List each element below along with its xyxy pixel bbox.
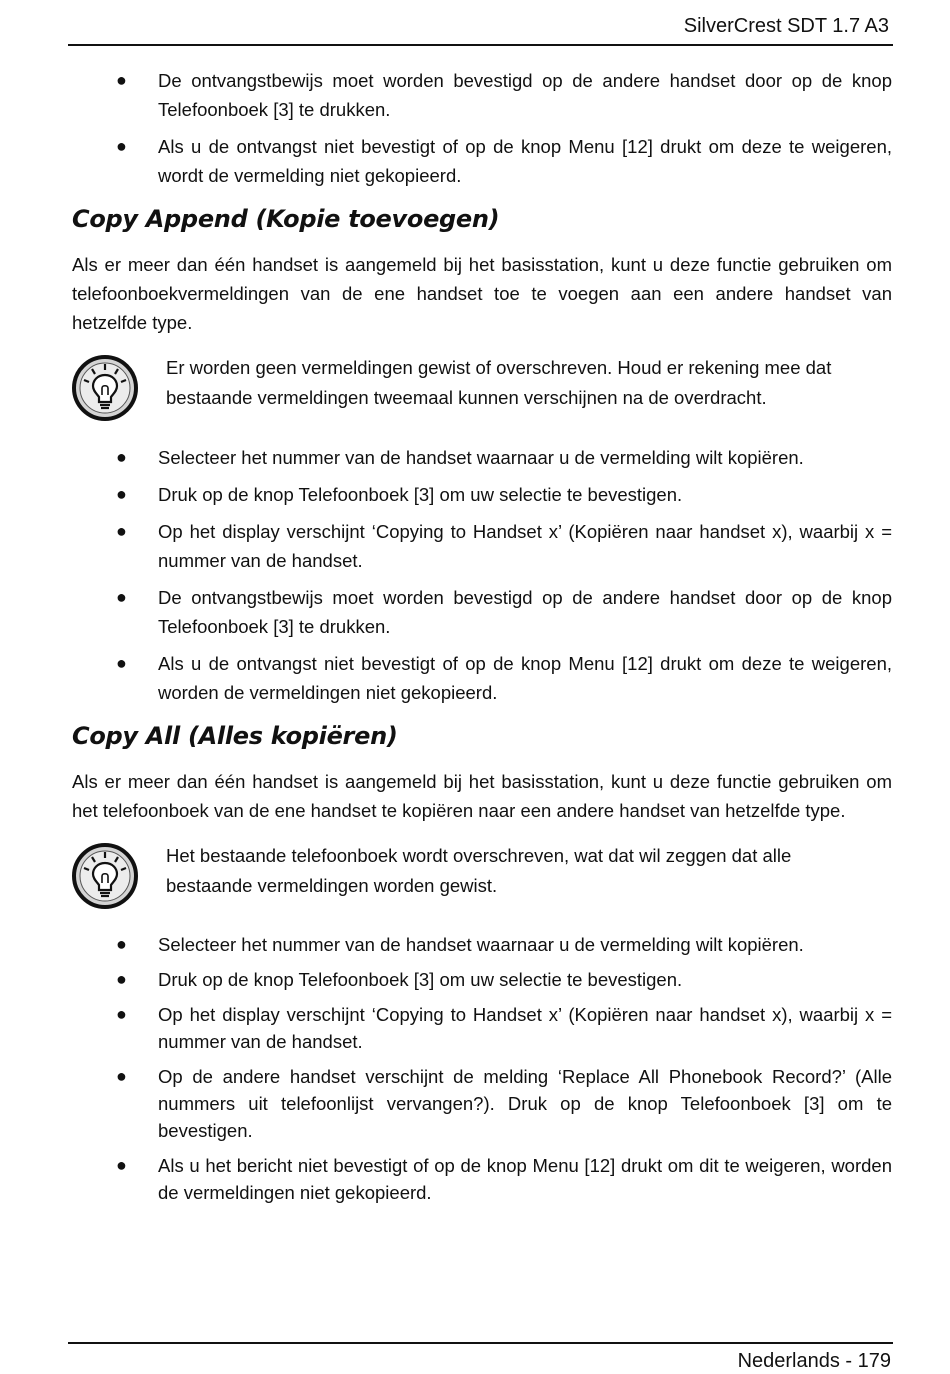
list-item [72,443,892,472]
list-item [72,649,892,707]
page-content [72,66,892,1214]
bullet-dot-icon: ● [116,934,127,954]
section-heading-copy-all: Copy All (Alles kopiëren) [72,722,398,750]
lightbulb-tip-icon [72,843,138,909]
list-item-text: Druk op de knop Telefoonboek [3] om uw selectie te bevestigen. [158,969,683,990]
bullet-dot-icon: ● [116,1004,127,1024]
intro-bullet-list [72,66,892,190]
list-item [72,583,892,641]
page-footer: Nederlands - 179 [737,1350,891,1372]
section-heading-copy-append: Copy Append (Kopie toevoegen) [72,205,500,233]
section-paragraph: Als er meer dan één handset is aangemeld bij het basisstation, kunt u deze functie gebruiken om telefoonboekvermeldingen van de ene handset toe te voegen aan een andere handset van hetzelfde type. [72,254,892,333]
list-item [72,517,892,575]
list-item-text: De ontvangstbewijs moet worden bevestigd op de andere handset door op de knop Telefoonboek [3] te drukken. [158,70,892,120]
note-text: Het bestaande telefoonboek wordt overschreven, wat dat wil zeggen dat alle bestaande vermeldingen worden gewist. [166,845,792,896]
list-item [72,1152,892,1206]
list-item [72,1063,892,1144]
list-item-text: Op het display verschijnt ‘Copying to Handset x’ (Kopiëren naar handset x), waarbij x = nummer van de handset. [158,1004,892,1052]
list-item-text: Als u het bericht niet bevestigt of op de knop Menu [12] drukt om dit te weigeren, worden de vermeldingen niet gekopieerd. [158,1155,892,1203]
list-item [72,931,892,958]
bullet-dot-icon: ● [116,447,127,467]
list-item-text: Selecteer het nummer van de handset waarnaar u de vermelding wilt kopiëren. [158,934,804,955]
list-item-text: Als u de ontvangst niet bevestigt of op de knop Menu [12] drukt om deze te weigeren, worden de vermeldingen niet gekopieerd. [158,653,892,703]
bullet-dot-icon: ● [116,70,127,90]
bullet-dot-icon: ● [116,136,127,156]
list-item [72,132,892,190]
list-item [72,480,892,509]
note-box [72,841,892,921]
bullet-dot-icon: ● [116,969,127,989]
note-text: Er worden geen vermeldingen gewist of overschreven. Houd er rekening mee dat bestaande vermeldingen tweemaal kunnen verschijnen na de overdracht. [166,357,832,408]
list-item [72,966,892,993]
bullet-dot-icon: ● [116,587,127,607]
bullet-dot-icon: ● [116,1066,127,1086]
bullet-dot-icon: ● [116,653,127,673]
list-item [72,1001,892,1055]
list-item-text: Op het display verschijnt ‘Copying to Handset x’ (Kopiëren naar handset x), waarbij x = nummer van de handset. [158,521,892,571]
header-rule [68,44,893,46]
section1-bullet-list [72,443,892,707]
list-item-text: De ontvangstbewijs moet worden bevestigd op de andere handset door op de knop Telefoonboek [3] te drukken. [158,587,892,637]
page-header-title: SilverCrest SDT 1.7 A3 [683,15,889,37]
list-item-text: Als u de ontvangst niet bevestigt of op de knop Menu [12] drukt om deze te weigeren, wordt de vermelding niet gekopieerd. [158,136,892,186]
bullet-dot-icon: ● [116,484,127,504]
list-item-text: Selecteer het nummer van de handset waarnaar u de vermelding wilt kopiëren. [158,447,804,468]
footer-rule [68,1342,893,1344]
note-box [72,353,892,433]
lightbulb-tip-icon [72,355,138,421]
section2-bullet-list [72,931,892,1206]
list-item [72,66,892,124]
bullet-dot-icon: ● [116,521,127,541]
list-item-text: Op de andere handset verschijnt de melding ‘Replace All Phonebook Record?’ (Alle nummers uit telefoonlijst vervangen?). Druk op de knop Telefoonboek [3] om te bevestigen. [158,1066,892,1141]
section-paragraph: Als er meer dan één handset is aangemeld bij het basisstation, kunt u deze functie gebruiken om het telefoonboek van de ene handset te kopiëren naar een andere handset van hetzelfde type. [72,771,892,821]
list-item-text: Druk op de knop Telefoonboek [3] om uw selectie te bevestigen. [158,484,683,505]
bullet-dot-icon: ● [116,1155,127,1175]
